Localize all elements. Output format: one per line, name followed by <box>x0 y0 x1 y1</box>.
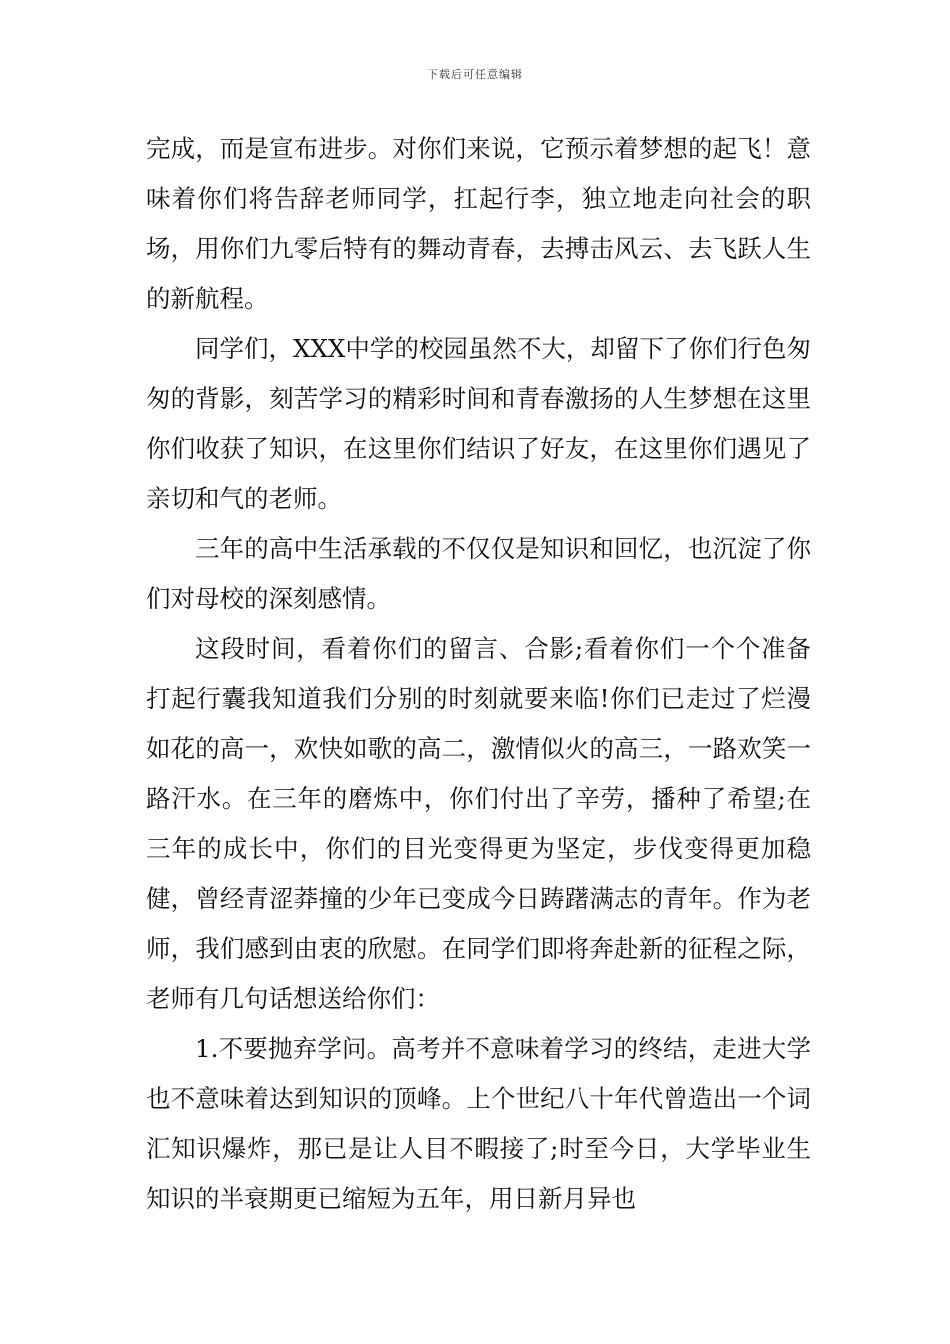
paragraph: 三年的高中生活承载的不仅仅是知识和回忆，也沉淀了你们对母校的深刻感情。 <box>146 534 811 613</box>
paragraph-continued: 完成，而是宣布进步。对你们来说，它预示着梦想的起飞！意味着你们将告辞老师同学，扛起行李，独立地走向社会的职场，用你们九零后特有的舞动青春，去搏击风云、去飞跃人生的新航程。 <box>146 134 811 313</box>
paragraph: 这段时间，看着你们的留言、合影;看着你们一个个准备打起行囊我知道我们分别的时刻就要来临!你们已走过了烂漫如花的高一，欢快如歌的高二，激情似火的高三，一路欢笑一路汗水。在三年的磨炼中，你们付出了辛劳，播种了希望;在三年的成长中，你们的目光变得更为坚定，步伐变得更加稳健，曾经青涩莽撞的少年已变成今日踌躇满志的青年。作为老师，我们感到由衷的欣慰。在同学们即将奔赴新的征程之际，老师有几句话想送给你们： <box>146 634 811 1013</box>
document-body <box>146 124 811 1224</box>
paragraph: 同学们，XXX中学的校园虽然不大，却留下了你们行色匆匆的背影，刻苦学习的精彩时间和青春激扬的人生梦想在这里你们收获了知识，在这里你们结识了好友，在这里你们遇见了亲切和气的老师。 <box>146 334 811 513</box>
paragraph-numbered-1: 1.不要抛弃学问。高考并不意味着学习的终结，走进大学也不意味着达到知识的顶峰。上个世纪八十年代曾造出一个词汇知识爆炸，那已是让人目不暇接了;时至今日，大学毕业生知识的半衰期更已缩短为五年，用日新月异也 <box>146 1034 811 1213</box>
page-header: 下载后可任意编辑 <box>427 68 523 81</box>
